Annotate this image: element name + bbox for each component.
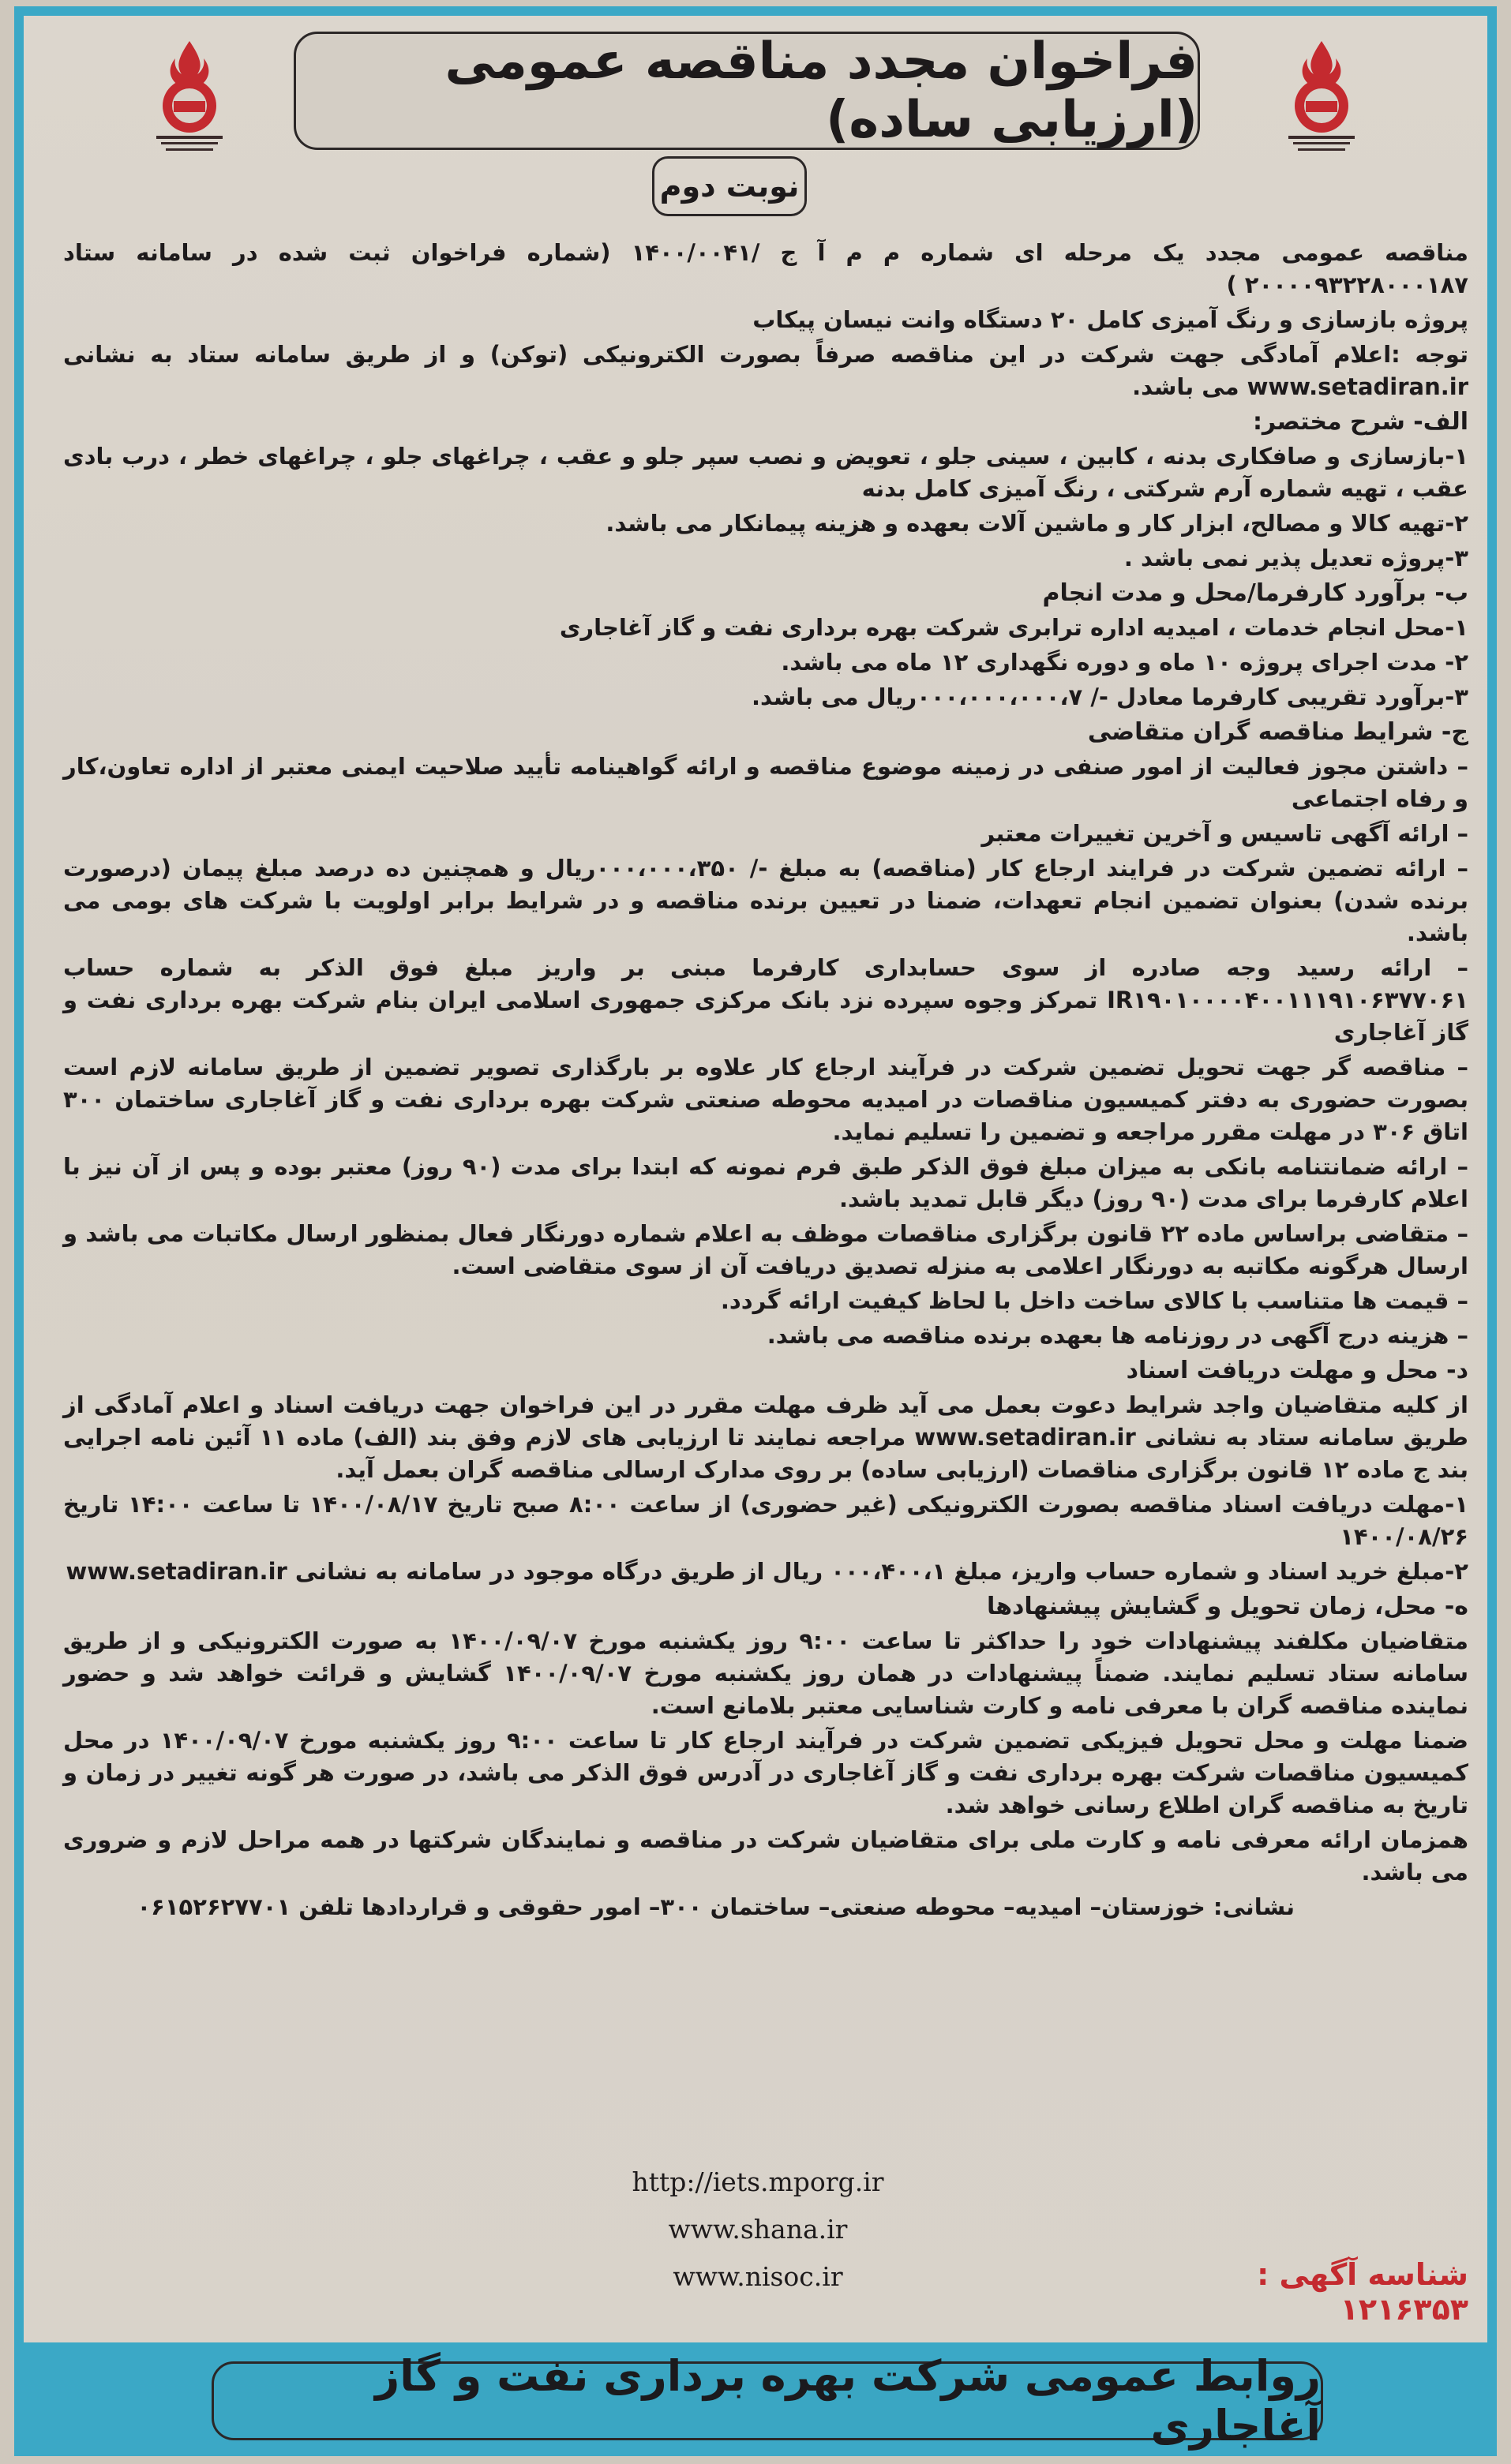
link-nisoc[interactable]: www.nisoc.ir [673,2261,843,2292]
section-e-item-3: همزمان ارائه معرفی نامه و کارت ملی برای متقاضیان شرکت در مناقصه و نمایندگان شرکتها در همه مراحل لازم و ضروری می باشد. [63,1826,1468,1885]
nioc-flame-icon [142,38,237,156]
section-c-item-4: – ارائه رسید وجه صادره از سوی حسابداری کارفرما مبنی بر واریز مبلغ فوق الذکر به شماره حساب IR۱۹۰۱۰۰۰۰۴۰۰۱۱۱۹۱۰۶۳۷۷۰۶۱ تمرکز وجوه سپرده نزد بانک مرکزی جمهوری اسلامی ایران بنام شرکت بهره برداری نفت و گاز آغاجاری [63,954,1468,1046]
section-a-item-3: ۳-پروژه تعدیل پذیر نمی باشد . [1123,545,1468,571]
round-badge: نوبت دوم [652,156,807,216]
section-e-item-1: متقاضیان مکلفند پیشنهادات خود را حداکثر تا ساعت ۹:۰۰ روز یکشنبه مورخ ۱۴۰۰/۰۹/۰۷ به صورت الکترونیکی و از طریق سامانه ستاد تسلیم نمایند. ضمناً پیشنهادات در همان روز یکشنبه مورخ ۱۴۰۰/۰۹/۰۷ گشایش و قرائت خواهد شد و حضور نماینده مناقصه گران با معرفی نامه و کارت شناسایی معتبر بلامانع است. [63,1627,1468,1719]
section-a-item-1: ۱-بازسازی و صافکاری بدنه ، کابین ، سینی جلو ، تعویض و نصب سپر جلو و عقب ، چراغهای جلو ، چراغهای خطر ، درب بادی عقب ، تهیه شماره آرم شرکتی ، رنگ آمیزی کامل بدنه [63,443,1468,502]
section-b-item-1: ۱-محل انجام خدمات ، امیدیه اداره ترابری شرکت بهره برداری نفت و گاز آغاجاری [559,614,1468,641]
section-b-item-2: ۲- مدت اجرای پروژه ۱۰ ماه و دوره نگهداری ۱۲ ماه می باشد. [781,649,1468,676]
title-box [294,32,1200,150]
notice-note: توجه :اعلام آمادگی جهت شرکت در این مناقصه صرفاً بصورت الکترونیکی (توکن) و از طریق سامانه ستاد به نشانی www.setadiran.ir می باشد. [63,341,1468,400]
link-iets[interactable]: http://iets.mporg.ir [632,2166,884,2197]
section-c-item-8: – قیمت ها متناسب با کالای ساخت داخل با لحاظ کیفیت ارائه گردد. [720,1287,1468,1314]
section-a-item-2: ۲-تهیه کالا و مصالح، ابزار کار و ماشین آلات بعهده و هزینه پیمانکار می باشد. [606,510,1468,537]
section-c-item-5: – مناقصه گر جهت تحویل تضمین شرکت در فرآیند ارجاع کار علاوه بر بارگذاری تصویر تضمین از طریق سامانه لازم است بصورت حضوری به دفتر کمیسیون مناقصات در امیدیه محوطه صنعتی شرکت بهره برداری نفت و گاز آغاجاری ساختمان ۳۰۰ اتاق ۳۰۶ در مهلت مقرر مراجعه و تضمین را تسلیم نماید. [63,1054,1468,1145]
section-d-item-2: ۲-مبلغ خرید اسناد و شماره حساب واریز، مبلغ ۰۰۰،۴۰۰،۱ ریال از طریق درگاه موجود در سامانه به نشانی www.setadiran.ir [66,1558,1468,1585]
website-links [592,2163,924,2305]
footer-bar [14,2342,1497,2456]
section-c-item-3: – ارائه تضمین شرکت در فرایند ارجاع کار (مناقصه) به مبلغ -/ ۰۰۰،۰۰۰،۳۵۰ریال و همچنین ده درصد مبلغ پیمان (درصورت برنده شدن) بعنوان تضمین انجام تعهدات، ضمنا در تعیین برنده مناقصه و در شرایط برابر اولویت با شرکت های بومی می باشد. [63,855,1468,946]
section-e-item-2: ضمنا مهلت و محل تحویل فیزیکی تضمین شرکت در فرآیند ارجاع کار تا ساعت ۹:۰۰ روز یکشنبه مورخ ۱۴۰۰/۰۹/۰۷ در محل کمیسیون مناقصات شرکت بهره برداری نفت و گاز آغاجاری در آدرس فوق الذکر می باشد، در صورت هر گونه تغییر در زمان و تاریخ به مناقصه گران اطلاع رسانی خواهد شد. [63,1727,1469,1818]
section-d-heading: د- محل و مهلت دریافت اسناد [1126,1357,1468,1384]
section-b-item-3: ۳-برآورد تقریبی کارفرما معادل -/ ۰۰۰،۰۰۰،۰۰۰،۷ریال می باشد. [751,683,1468,710]
section-c-heading: ج- شرایط مناقصه گران متقاضی [1087,718,1468,746]
company-logo-right [1274,38,1369,156]
ad-id: شناسه آگهی : ۱۲۱۶۳۵۳ [1257,2257,1468,2327]
nioc-flame-icon [1274,38,1369,156]
section-a-heading: الف- شرح مختصر: [1252,408,1468,436]
section-d-intro: از کلیه متقاضیان واجد شرایط دعوت بعمل می آید ظرف مهلت مقرر در این فراخوان جهت دریافت اسناد و اعلام آمادگی از طریق سامانه ستاد به نشانی www.setadiran.ir مراجعه نمایند تا ارزیابی های لازم وفق بند (الف) ماده ۱۱ آئین نامه اجرایی بند ج ماده ۱۲ قانون برگزاری مناقصات (ارزیابی ساده) بر روی مدارک ارسالی مناقصه گران بعمل آید. [63,1391,1468,1483]
section-c-item-9: – هزینه درج آگهی در روزنامه ها بعهده برنده مناقصه می باشد. [767,1322,1468,1349]
page-title: فراخوان مجدد مناقصه عمومی (ارزیابی ساده) [444,32,1198,149]
company-logo-left [142,38,237,156]
section-d-item-1: ۱-مهلت دریافت اسناد مناقصه بصورت الکترونیکی (غیر حضوری) از ساعت ۸:۰۰ صبح تاریخ ۱۴۰۰/۰۸/۱۷ تا ساعت ۱۴:۰۰ تاریخ ۱۴۰۰/۰۸/۲۶ [63,1491,1469,1550]
section-c-item-6: – ارائه ضمانتنامه بانکی به میزان مبلغ فوق الذکر طبق فرم نمونه که ابتدا برای مدت (۹۰ روز) معتبر بوده و پس از آن نیز با اعلام کارفرما برای مدت (۹۰ روز) دیگر قابل تمدید باشد. [63,1153,1469,1212]
contact-address: نشانی: خوزستان– امیدیه– محوطه صنعتی– ساختمان ۳۰۰– امور حقوقی و قراردادها تلفن ۰۶۱۵۲۶۲۷۷۰۱ [137,1893,1295,1920]
section-c-item-1: – داشتن مجوز فعالیت از امور صنفی در زمینه موضوع مناقصه و ارائه گواهینامه تأیید صلاحیت ایمنی معتبر از اداره تعاون،کار و رفاه اجتماعی [63,753,1468,812]
tender-number: مناقصه عمومی مجدد یک مرحله ای شماره م م آ ج /۱۴۰۰/۰۰۴۱ (شماره فراخوان ثبت شده در سامانه ستاد ۲۰۰۰۰۹۳۲۲۸۰۰۰۱۸۷ ) [63,239,1468,298]
footer-text: روابط عمومی شرکت بهره برداری نفت و گاز آغاجاری [212,2361,1323,2440]
ad-body [63,237,1468,1926]
link-shana[interactable]: www.shana.ir [668,2214,848,2245]
section-c-item-2: – ارائه آگهی تاسیس و آخرین تغییرات معتبر [981,820,1468,847]
project-title: پروژه بازسازی و رنگ آمیزی کامل ۲۰ دستگاه وانت نیسان پیکاب [752,306,1468,333]
section-e-heading: ه- محل، زمان تحویل و گشایش پیشنهادها [986,1593,1468,1620]
section-c-item-7: – متقاضی براساس ماده ۲۲ قانون برگزاری مناقصات موظف به اعلام شماره دورنگار فعال بمنظور ارسال مکاتبات می باشد و ارسال هرگونه مکاتبه به دورنگار اعلامی به منزله تصدیق دریافت آن از سوی متقاضی است. [63,1220,1468,1279]
section-b-heading: ب- برآورد کارفرما/محل و مدت انجام [1042,579,1468,607]
